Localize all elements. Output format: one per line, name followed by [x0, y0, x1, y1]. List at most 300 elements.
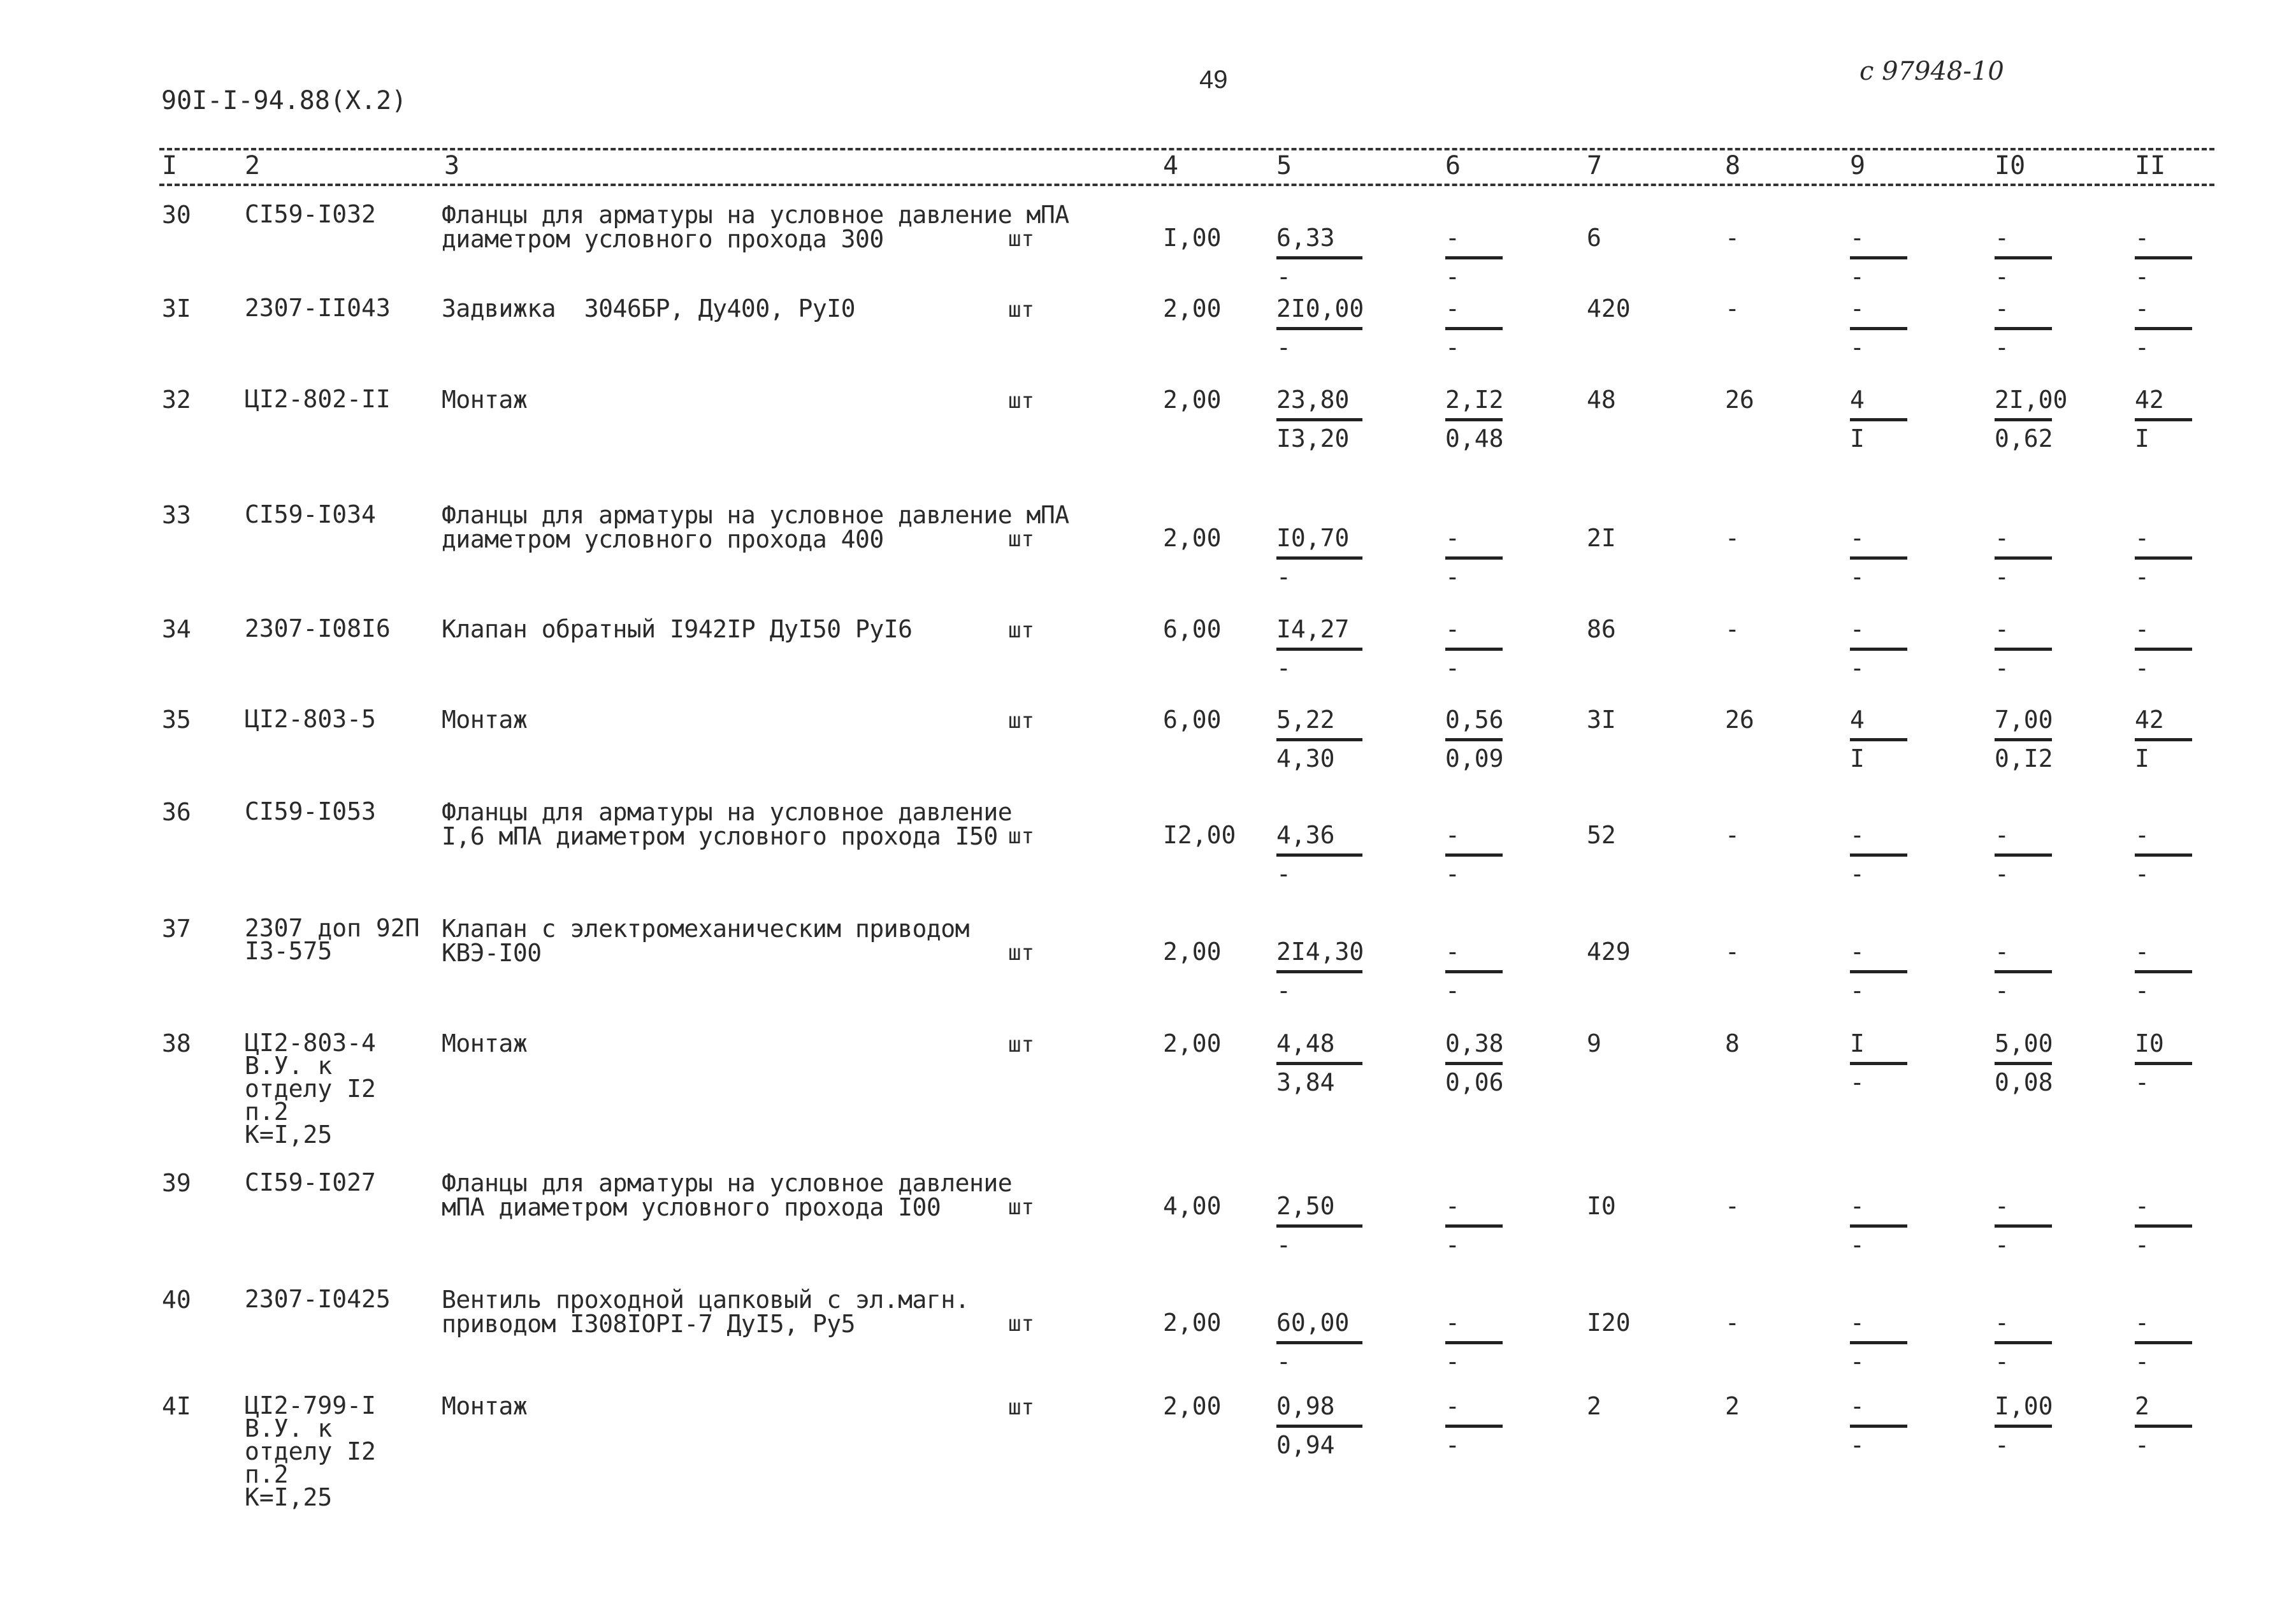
c7-value: 429 — [1587, 938, 1631, 966]
unit: шт — [1008, 1194, 1034, 1220]
c11-numerator: - — [2135, 617, 2192, 651]
item-description — [442, 1171, 1012, 1219]
item-description-line: Клапан обратный I942IP ДуI50 РуI6 — [442, 615, 913, 643]
c10-numerator: - — [1995, 226, 2052, 259]
unit: шт — [1008, 708, 1034, 734]
c11-denominator: - — [2135, 263, 2149, 291]
row-number: 33 — [162, 501, 191, 529]
quantity: 2,00 — [1163, 1392, 1222, 1420]
c10-fraction — [1995, 940, 2077, 1003]
item-code-line: ЦI2-803-4 — [245, 1029, 376, 1057]
c9-fraction — [1850, 823, 1933, 886]
item-code — [245, 1029, 376, 1149]
c11-denominator: - — [2135, 976, 2149, 1005]
c6-numerator: - — [1445, 940, 1503, 973]
handwritten-reference: с 97948-10 — [1859, 57, 2004, 86]
c11-numerator: 42 — [2135, 708, 2192, 741]
quantity: 2,00 — [1163, 524, 1222, 552]
c6-numerator: - — [1445, 296, 1503, 330]
c5-fraction — [1276, 1031, 1359, 1094]
c11-fraction — [2135, 617, 2218, 680]
c11-numerator: - — [2135, 296, 2192, 330]
c5-denominator: - — [1276, 263, 1291, 291]
c11-denominator: - — [2135, 1231, 2149, 1259]
c11-denominator: I — [2135, 425, 2149, 453]
table-row — [0, 500, 2296, 599]
c6-numerator: - — [1445, 526, 1503, 560]
c11-fraction — [2135, 823, 2218, 886]
c7-value: 420 — [1587, 294, 1631, 323]
c10-denominator: - — [1995, 263, 2009, 291]
item-description-line: Монтаж — [442, 1392, 528, 1420]
item-description-line: КВЭ-I00 — [442, 939, 542, 967]
c10-fraction — [1995, 226, 2077, 289]
unit: шт — [1008, 1395, 1034, 1420]
c8-value: - — [1725, 821, 1740, 849]
item-description — [442, 1031, 527, 1056]
table-row — [0, 1391, 2296, 1511]
c6-denominator: - — [1445, 1231, 1460, 1259]
c6-denominator: - — [1445, 976, 1460, 1005]
item-description-line: Фланцы для арматуры на условное давление мПА — [442, 501, 1069, 529]
c11-denominator: - — [2135, 1431, 2149, 1459]
c11-fraction — [2135, 296, 2218, 359]
c7-value: I20 — [1587, 1309, 1631, 1337]
c7-value: 6 — [1587, 224, 1601, 252]
c5-numerator: I4,27 — [1276, 617, 1362, 651]
c11-numerator: - — [2135, 526, 2192, 560]
item-code-line: 2307-II043 — [245, 294, 391, 322]
c6-fraction — [1445, 1310, 1528, 1374]
c5-denominator: - — [1276, 1231, 1291, 1259]
table-row — [0, 296, 2296, 392]
c5-numerator: 2I0,00 — [1276, 296, 1362, 330]
row-number: 39 — [162, 1169, 191, 1197]
c10-fraction — [1995, 617, 2077, 680]
item-code-line: п.2 — [245, 1460, 289, 1488]
c5-fraction — [1276, 1310, 1359, 1374]
c5-fraction — [1276, 1394, 1359, 1457]
c10-denominator: - — [1995, 654, 2009, 682]
c9-denominator: - — [1850, 1431, 1865, 1459]
c7-value: 9 — [1587, 1029, 1601, 1057]
c6-fraction — [1445, 823, 1528, 886]
column-number-7: 7 — [1587, 151, 1603, 180]
c5-numerator: 2,50 — [1276, 1194, 1362, 1228]
unit: шт — [1008, 824, 1034, 849]
c11-denominator: - — [2135, 333, 2149, 361]
c11-numerator: 42 — [2135, 388, 2192, 421]
c6-fraction — [1445, 296, 1528, 359]
c7-value: 3I — [1587, 706, 1616, 734]
c11-denominator: - — [2135, 563, 2149, 591]
c5-denominator: - — [1276, 1347, 1291, 1376]
c6-denominator: 0,48 — [1445, 425, 1504, 453]
item-code — [245, 705, 376, 733]
c11-fraction — [2135, 226, 2218, 289]
c5-fraction — [1276, 1194, 1359, 1257]
c6-denominator: - — [1445, 563, 1460, 591]
c9-denominator: - — [1850, 1347, 1865, 1376]
quantity: 2,00 — [1163, 386, 1222, 414]
item-code — [245, 1285, 391, 1313]
quantity: 4,00 — [1163, 1192, 1222, 1220]
row-number: 30 — [162, 201, 191, 229]
c6-numerator: 0,56 — [1445, 708, 1503, 741]
c11-fraction — [2135, 1194, 2218, 1257]
c9-fraction — [1850, 708, 1933, 771]
c5-numerator: 23,80 — [1276, 388, 1362, 421]
table-row — [0, 914, 2296, 1012]
c5-denominator: - — [1276, 976, 1291, 1005]
item-code — [245, 200, 376, 228]
item-code-line: В.У. к — [245, 1052, 333, 1080]
c10-fraction — [1995, 1031, 2077, 1094]
c5-fraction — [1276, 226, 1359, 289]
c9-numerator: 4 — [1850, 708, 1907, 741]
c10-fraction — [1995, 708, 2077, 771]
c10-numerator: - — [1995, 1194, 2052, 1228]
c9-fraction — [1850, 1310, 1933, 1374]
c11-denominator: - — [2135, 654, 2149, 682]
c11-fraction — [2135, 1031, 2218, 1094]
c10-numerator: 5,00 — [1995, 1031, 2052, 1065]
item-description-line: Монтаж — [442, 386, 528, 414]
c10-numerator: - — [1995, 617, 2052, 651]
c10-denominator: - — [1995, 333, 2009, 361]
item-description-line: Монтаж — [442, 1029, 528, 1057]
c10-fraction — [1995, 1310, 2077, 1374]
c6-denominator: 0,09 — [1445, 744, 1504, 773]
item-code — [245, 1391, 376, 1511]
c10-denominator: - — [1995, 1431, 2009, 1459]
column-number-5: 5 — [1276, 151, 1292, 180]
c6-fraction — [1445, 617, 1528, 680]
c9-numerator: - — [1850, 823, 1907, 857]
row-number: 32 — [162, 386, 191, 414]
c7-value: 2 — [1587, 1392, 1601, 1420]
c6-denominator: - — [1445, 263, 1460, 291]
c11-denominator: I — [2135, 744, 2149, 773]
c8-value: - — [1725, 524, 1740, 552]
c8-value: - — [1725, 224, 1740, 252]
c7-value: I0 — [1587, 1192, 1616, 1220]
c10-fraction — [1995, 388, 2077, 451]
column-number-3: 3 — [444, 151, 460, 180]
item-code-line: отделу I2 — [245, 1075, 376, 1103]
item-code-line: CI59-I032 — [245, 200, 376, 228]
item-description-line: Фланцы для арматуры на условное давление — [442, 1169, 1013, 1197]
item-code — [245, 914, 420, 965]
c5-fraction — [1276, 823, 1359, 886]
c9-numerator: - — [1850, 617, 1907, 651]
c9-numerator: - — [1850, 1394, 1907, 1428]
c5-fraction — [1276, 526, 1359, 589]
c11-numerator: - — [2135, 1310, 2192, 1344]
item-description-line: Вентиль проходной цапковый с эл.магн. — [442, 1286, 969, 1314]
c6-denominator: 0,06 — [1445, 1068, 1504, 1096]
c11-numerator: I0 — [2135, 1031, 2192, 1065]
c11-numerator: 2 — [2135, 1394, 2192, 1428]
table-row — [0, 385, 2296, 483]
c5-numerator: 5,22 — [1276, 708, 1362, 741]
c5-numerator: 6,33 — [1276, 226, 1362, 259]
header-dashed-line-top — [159, 148, 2214, 150]
c7-value: 86 — [1587, 615, 1616, 643]
c8-value: 26 — [1725, 386, 1754, 414]
c5-fraction — [1276, 708, 1359, 771]
c11-fraction — [2135, 1310, 2218, 1374]
item-code — [245, 1168, 376, 1196]
table-row — [0, 1029, 2296, 1149]
quantity: I2,00 — [1163, 821, 1236, 849]
c10-numerator: I,00 — [1995, 1394, 2052, 1428]
c5-numerator: 4,48 — [1276, 1031, 1362, 1065]
c10-denominator: - — [1995, 1347, 2009, 1376]
item-description — [442, 503, 1069, 551]
c11-denominator: - — [2135, 1347, 2149, 1376]
item-code-line: 2307-I0425 — [245, 1285, 391, 1313]
c6-denominator: - — [1445, 860, 1460, 888]
c9-denominator: - — [1850, 976, 1865, 1005]
row-number: 36 — [162, 798, 191, 826]
c9-denominator: - — [1850, 654, 1865, 682]
unit: шт — [1008, 618, 1034, 643]
c9-fraction — [1850, 617, 1933, 680]
c5-numerator: I0,70 — [1276, 526, 1362, 560]
c6-fraction — [1445, 1194, 1528, 1257]
row-number: 34 — [162, 615, 191, 643]
c9-denominator: - — [1850, 563, 1865, 591]
c9-fraction — [1850, 1031, 1933, 1094]
c11-fraction — [2135, 940, 2218, 1003]
c9-numerator: - — [1850, 1310, 1907, 1344]
row-number: 4I — [162, 1392, 191, 1420]
c10-fraction — [1995, 1194, 2077, 1257]
c10-fraction — [1995, 296, 2077, 359]
item-code-line: CI59-I034 — [245, 500, 376, 528]
row-number: 37 — [162, 915, 191, 943]
c11-fraction — [2135, 388, 2218, 451]
item-description-line: I,6 мПА диаметром условного прохода I50 — [442, 822, 998, 850]
header-dashed-line-bottom — [159, 184, 2214, 186]
c10-fraction — [1995, 526, 2077, 589]
item-code-line: отделу I2 — [245, 1437, 376, 1465]
row-number: 38 — [162, 1029, 191, 1057]
item-description-line: Клапан с электромеханическим приводом — [442, 915, 969, 943]
quantity: 2,00 — [1163, 1029, 1222, 1057]
item-code-line: I3-575 — [245, 937, 333, 965]
table-row — [0, 705, 2296, 803]
c6-denominator: - — [1445, 333, 1460, 361]
c9-fraction — [1850, 1194, 1933, 1257]
c9-fraction — [1850, 388, 1933, 451]
c9-numerator: I — [1850, 1031, 1907, 1065]
item-code-line: К=I,25 — [245, 1483, 333, 1511]
c6-numerator: - — [1445, 226, 1503, 259]
c9-numerator: - — [1850, 296, 1907, 330]
row-number: 35 — [162, 706, 191, 734]
unit: шт — [1008, 226, 1034, 252]
c6-denominator: - — [1445, 1431, 1460, 1459]
page-number: 49 — [1199, 66, 1228, 94]
c8-value: - — [1725, 615, 1740, 643]
item-description-line: Фланцы для арматуры на условное давление мПА — [442, 201, 1069, 229]
item-description — [442, 800, 1012, 848]
c5-fraction — [1276, 617, 1359, 680]
c5-denominator: - — [1276, 860, 1291, 888]
column-number-8: 8 — [1725, 151, 1741, 180]
table-row — [0, 1285, 2296, 1383]
c9-denominator: - — [1850, 860, 1865, 888]
item-description — [442, 917, 969, 965]
c8-value: - — [1725, 294, 1740, 323]
c5-denominator: - — [1276, 654, 1291, 682]
quantity: I,00 — [1163, 224, 1222, 252]
c9-denominator: - — [1850, 1231, 1865, 1259]
item-code-line: CI59-I027 — [245, 1168, 376, 1196]
quantity: 6,00 — [1163, 615, 1222, 643]
c11-numerator: - — [2135, 940, 2192, 973]
c6-numerator: - — [1445, 823, 1503, 857]
c6-fraction — [1445, 1394, 1528, 1457]
c9-denominator: - — [1850, 333, 1865, 361]
c7-value: 52 — [1587, 821, 1616, 849]
c8-value: - — [1725, 1192, 1740, 1220]
c10-denominator: 0,I2 — [1995, 744, 2053, 773]
c5-denominator: - — [1276, 563, 1291, 591]
c5-numerator: 60,00 — [1276, 1310, 1362, 1344]
row-number: 40 — [162, 1286, 191, 1314]
c9-fraction — [1850, 940, 1933, 1003]
c8-value: - — [1725, 938, 1740, 966]
item-code — [245, 385, 391, 413]
c9-numerator: - — [1850, 526, 1907, 560]
c5-numerator: 2I4,30 — [1276, 940, 1362, 973]
c8-value: 8 — [1725, 1029, 1740, 1057]
c5-fraction — [1276, 294, 1364, 361]
c10-denominator: - — [1995, 563, 2009, 591]
column-number-11: II — [2135, 151, 2166, 180]
c6-numerator: - — [1445, 1194, 1503, 1228]
c9-fraction — [1850, 1394, 1933, 1457]
item-description — [442, 296, 855, 321]
c9-numerator: 4 — [1850, 388, 1907, 421]
unit: шт — [1008, 297, 1034, 323]
item-code — [245, 500, 376, 528]
quantity: 2,00 — [1163, 1309, 1222, 1337]
c9-fraction — [1850, 226, 1933, 289]
document-code: 90I-I-94.88(X.2) — [161, 86, 407, 115]
c10-fraction — [1995, 823, 2077, 886]
c6-numerator: - — [1445, 617, 1503, 651]
c7-value: 48 — [1587, 386, 1616, 414]
unit: шт — [1008, 1032, 1034, 1057]
item-description — [442, 1394, 527, 1418]
unit: шт — [1008, 1311, 1034, 1337]
table-row — [0, 200, 2296, 298]
c9-numerator: - — [1850, 940, 1907, 973]
table-row — [0, 1168, 2296, 1267]
c6-numerator: - — [1445, 1310, 1503, 1344]
unit: шт — [1008, 940, 1034, 966]
column-number-4: 4 — [1163, 151, 1179, 180]
c8-value: 26 — [1725, 706, 1754, 734]
c6-fraction — [1445, 940, 1528, 1003]
c11-fraction — [2135, 526, 2218, 589]
item-code — [245, 614, 391, 643]
c6-denominator: - — [1445, 1347, 1460, 1376]
item-code — [245, 294, 391, 322]
c6-fraction — [1445, 1031, 1528, 1094]
c7-value: 2I — [1587, 524, 1616, 552]
c11-numerator: - — [2135, 823, 2192, 857]
column-number-6: 6 — [1445, 151, 1461, 180]
column-number-2: 2 — [245, 151, 261, 180]
column-number-10: I0 — [1995, 151, 2026, 180]
c11-numerator: - — [2135, 1194, 2192, 1228]
c5-fraction — [1276, 388, 1359, 451]
c6-fraction — [1445, 526, 1528, 589]
c10-numerator: - — [1995, 296, 2052, 330]
c5-numerator: 0,98 — [1276, 1394, 1362, 1428]
item-code-line: ЦI2-803-5 — [245, 705, 376, 733]
column-number-9: 9 — [1850, 151, 1866, 180]
c10-numerator: - — [1995, 823, 2052, 857]
c10-numerator: 7,00 — [1995, 708, 2052, 741]
item-code-line: К=I,25 — [245, 1121, 333, 1149]
quantity: 2,00 — [1163, 294, 1222, 323]
unit: шт — [1008, 388, 1034, 414]
c10-denominator: - — [1995, 976, 2009, 1005]
item-code — [245, 797, 376, 825]
table-row — [0, 797, 2296, 896]
table-row — [0, 614, 2296, 713]
c6-fraction — [1445, 388, 1528, 451]
item-description-line: диаметром условного прохода 400 — [442, 525, 884, 553]
c5-numerator: 4,36 — [1276, 823, 1362, 857]
item-description-line: мПА диаметром условного прохода I00 — [442, 1193, 941, 1221]
c9-denominator: - — [1850, 263, 1865, 291]
c9-numerator: - — [1850, 1194, 1907, 1228]
item-code-line: В.У. к — [245, 1414, 333, 1442]
item-description-line: Задвижка 3046БР, Ду400, РуI0 — [442, 294, 855, 323]
item-description-line: Монтаж — [442, 706, 528, 734]
c11-fraction — [2135, 708, 2218, 771]
item-code-line: ЦI2-799-I — [245, 1391, 376, 1419]
c10-denominator: 0,08 — [1995, 1068, 2053, 1096]
item-description — [442, 1288, 969, 1336]
c5-denominator: 3,84 — [1276, 1068, 1335, 1096]
c10-denominator: - — [1995, 1231, 2009, 1259]
c6-numerator: - — [1445, 1394, 1503, 1428]
c10-numerator: - — [1995, 940, 2052, 973]
item-description-line: приводом I308IOPI-7 ДуI5, Ру5 — [442, 1310, 855, 1338]
c6-denominator: - — [1445, 654, 1460, 682]
c10-fraction — [1995, 1394, 2077, 1457]
item-description — [442, 708, 527, 732]
quantity: 2,00 — [1163, 938, 1222, 966]
c10-numerator: 2I,00 — [1995, 388, 2052, 421]
item-code-line: CI59-I053 — [245, 797, 376, 825]
c5-denominator: I3,20 — [1276, 425, 1350, 453]
item-description — [442, 203, 1069, 251]
c8-value: - — [1725, 1309, 1740, 1337]
c11-numerator: - — [2135, 226, 2192, 259]
c11-denominator: - — [2135, 860, 2149, 888]
c6-numerator: 0,38 — [1445, 1031, 1503, 1065]
c5-denominator: 0,94 — [1276, 1431, 1335, 1459]
